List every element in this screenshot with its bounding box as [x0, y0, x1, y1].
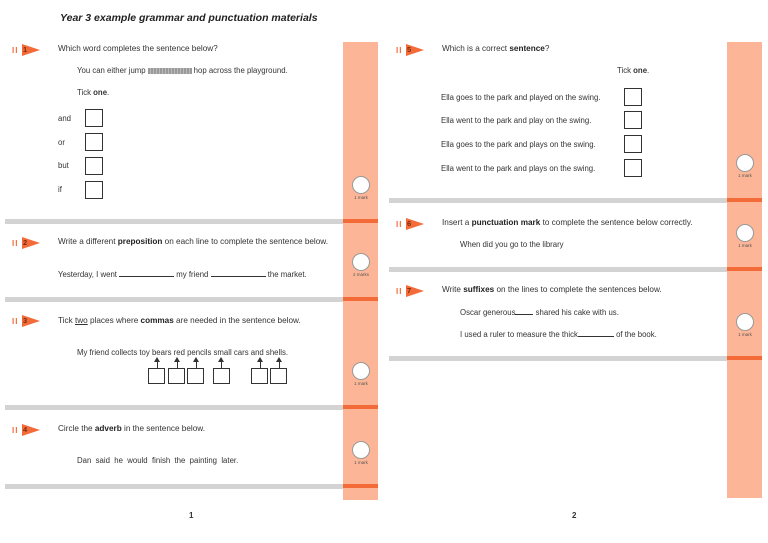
question-2-sentence: Yesterday, I went my friend the market. [58, 270, 307, 279]
option-label: if [58, 185, 62, 194]
divider [389, 198, 727, 203]
question-2-prompt: Write a different preposition on each line to complete the sentence below. [58, 237, 329, 246]
mark-label: 1 mark [354, 460, 368, 465]
option-label: or [58, 138, 65, 147]
divider [5, 219, 343, 224]
mark-circle[interactable] [352, 441, 370, 459]
flag-bars-icon: II [396, 46, 403, 55]
question-flag-2 [12, 237, 42, 249]
question-3-sentence: My friend collects toy bears red pencils small cars and shells. [77, 348, 289, 357]
divider [389, 267, 727, 272]
tick-box[interactable] [187, 368, 204, 384]
tick-box[interactable] [85, 109, 103, 127]
tick-box[interactable] [148, 368, 165, 384]
question-number: 4 [23, 425, 28, 434]
question-1-instruction: Tick one. [77, 88, 110, 97]
flag-bars-icon: II [12, 239, 19, 248]
question-flag-6 [396, 218, 426, 230]
flag-bars-icon: II [396, 220, 403, 229]
question-4-prompt: Circle the adverb in the sentence below. [58, 424, 206, 433]
page-number: 1 [189, 511, 194, 520]
question-flag-5 [396, 44, 426, 56]
tick-box[interactable] [85, 157, 103, 175]
question-flag-4 [12, 424, 42, 436]
tick-box[interactable] [85, 181, 103, 199]
divider-accent [343, 219, 378, 223]
mark-circle[interactable] [352, 362, 370, 380]
question-3-prompt: Tick two places where commas are needed in the sentence below. [58, 316, 301, 325]
flag-bars-icon: II [12, 317, 19, 326]
option-label: Ella went to the park and play on the swing. [441, 116, 592, 125]
tick-box[interactable] [624, 111, 642, 129]
question-6-sentence[interactable]: When did you go to the library [460, 240, 564, 249]
divider [389, 356, 727, 361]
answer-line[interactable] [211, 269, 266, 277]
question-number: 1 [23, 45, 28, 54]
question-1-sentence: You can either jump hop across the playground. [77, 66, 288, 75]
tick-box[interactable] [270, 368, 287, 384]
answer-line[interactable] [515, 307, 533, 315]
question-number: 2 [23, 238, 28, 247]
page-number: 2 [572, 511, 577, 520]
mark-column-left [343, 42, 378, 500]
tick-box[interactable] [624, 159, 642, 177]
mark-circle[interactable] [352, 176, 370, 194]
divider [5, 405, 343, 410]
answer-line[interactable] [578, 329, 614, 337]
question-6-prompt: Insert a punctuation mark to complete the sentence below correctly. [442, 218, 693, 227]
document-title: Year 3 example grammar and punctuation materials [60, 12, 318, 24]
scribbled-blank [148, 68, 192, 74]
tick-box[interactable] [624, 135, 642, 153]
tick-box[interactable] [213, 368, 230, 384]
divider-accent [343, 297, 378, 301]
mark-circle[interactable] [736, 224, 754, 242]
answer-line[interactable] [119, 269, 174, 277]
question-number: 6 [407, 219, 412, 228]
mark-label: 1 mark [354, 195, 368, 200]
divider-accent [343, 405, 378, 409]
question-1-prompt: Which word completes the sentence below? [58, 44, 218, 53]
question-flag-3 [12, 315, 42, 327]
question-7-sentence-2: I used a ruler to measure the thick of the book. [460, 330, 657, 339]
question-flag-1 [12, 44, 42, 56]
option-label: Ella goes to the park and plays on the swing. [441, 140, 596, 149]
flag-bars-icon: II [12, 426, 19, 435]
option-label: Ella went to the park and plays on the swing. [441, 164, 596, 173]
question-number: 7 [407, 286, 412, 295]
tick-box[interactable] [251, 368, 268, 384]
option-label: but [58, 161, 69, 170]
question-number: 5 [407, 45, 412, 54]
divider [5, 297, 343, 302]
question-number: 3 [23, 316, 28, 325]
tick-box[interactable] [624, 88, 642, 106]
question-5-instruction: Tick one. [617, 66, 650, 75]
mark-circle[interactable] [736, 313, 754, 331]
mark-label: 1 mark [738, 332, 752, 337]
divider-accent [727, 356, 762, 360]
mark-label: 1 mark [738, 243, 752, 248]
mark-circle[interactable] [352, 253, 370, 271]
question-7-sentence-1: Oscar generous shared his cake with us. [460, 308, 619, 317]
question-5-prompt: Which is a correct sentence? [442, 44, 550, 53]
question-flag-7 [396, 285, 426, 297]
option-label: and [58, 114, 72, 123]
question-7-prompt: Write suffixes on the lines to complete the sentences below. [442, 285, 662, 294]
mark-label: 1 mark [738, 173, 752, 178]
mark-label: 1 mark [354, 381, 368, 386]
flag-bars-icon: II [396, 287, 403, 296]
flag-bars-icon: II [12, 46, 19, 55]
mark-circle[interactable] [736, 154, 754, 172]
divider-accent [343, 484, 378, 488]
tick-box[interactable] [85, 133, 103, 151]
question-4-sentence[interactable]: Dan said he would finish the painting later. [77, 456, 239, 465]
divider-accent [727, 267, 762, 271]
divider [5, 484, 343, 489]
option-label: Ella goes to the park and played on the swing. [441, 93, 601, 102]
mark-label: 2 marks [352, 272, 369, 277]
tick-box[interactable] [168, 368, 185, 384]
divider-accent [727, 198, 762, 202]
